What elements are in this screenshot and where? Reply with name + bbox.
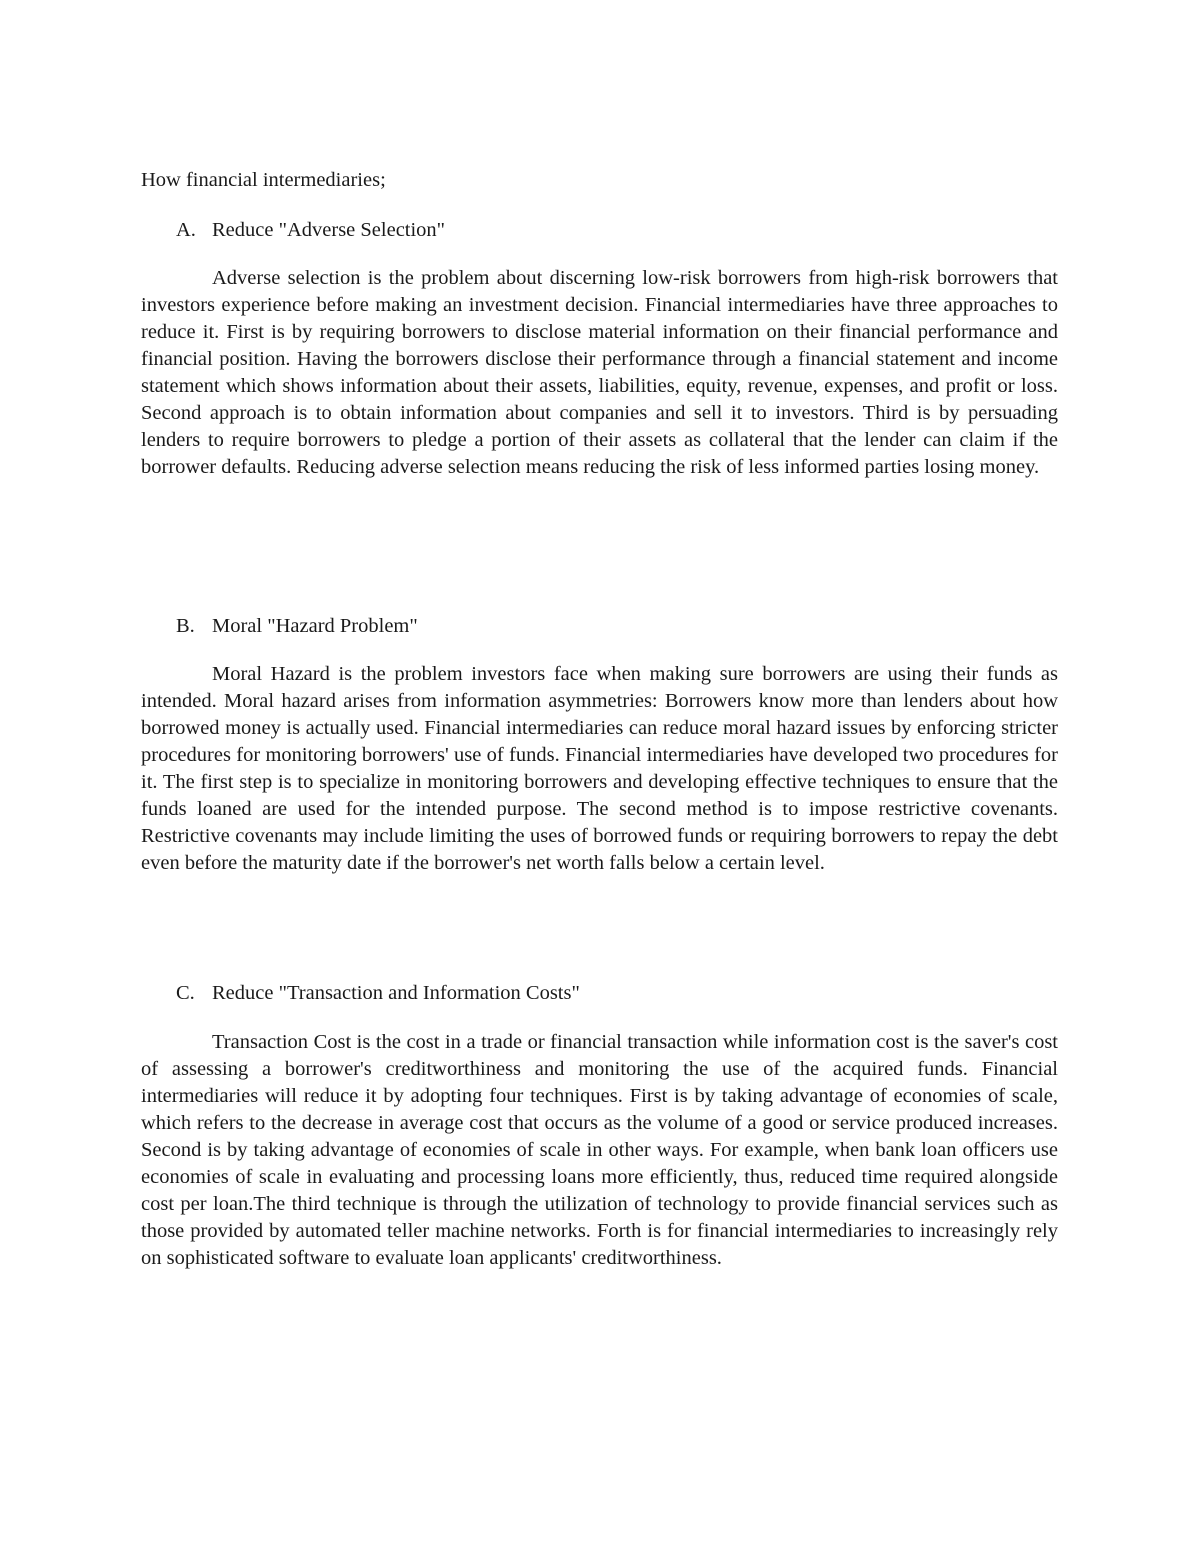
section-a-letter: A. bbox=[176, 219, 196, 241]
section-b-paragraph: Moral Hazard is the problem investors face when making sure borrowers are using their funds as intended. Moral hazard arises from information asymmetries: Borrowers know more than lenders about how borrowed money is actually used. Financial intermediaries can reduce moral hazard issues by enforcing stricter procedures for monitoring borrowers' use of funds. Financial intermediaries have developed two procedures for it. The first step is to specialize in monitoring borrowers and developing effective techniques to ensure that the funds loaned are used for the intended purpose. The second method is to impose restrictive covenants. Restrictive covenants may include limiting the uses of borrowed funds or requiring borrowers to repay the debt even before the maturity date if the borrower's net worth falls below a certain level. bbox=[141, 663, 1058, 874]
section-a-heading bbox=[176, 217, 445, 244]
document-title: How financial intermediaries; bbox=[141, 169, 386, 191]
section-c-paragraph: Transaction Cost is the cost in a trade or financial transaction while information cost is the saver's cost of assessing a borrower's creditworthiness and monitoring the use of the acquired funds. Financial intermediaries will reduce it by adopting four techniques. First is by taking advantage of economies of scale, which refers to the decrease in average cost that occurs as the volume of a good or service produced increases. Second is by taking advantage of economies of scale in other ways. For example, when bank loan officers use economies of scale in evaluating and processing loans more efficiently, thus, reduced time required alongside cost per loan.The third technique is through the utilization of technology to provide financial services such as those provided by automated teller machine networks. Forth is for financial intermediaries to increasingly rely on sophisticated software to evaluate loan applicants' creditworthiness. bbox=[141, 1031, 1058, 1269]
section-c-heading bbox=[176, 980, 580, 1007]
section-c-title: Reduce "Transaction and Information Costs" bbox=[212, 982, 580, 1004]
section-c-letter: C. bbox=[176, 982, 195, 1004]
section-a-title: Reduce "Adverse Selection" bbox=[212, 219, 446, 241]
section-b-heading bbox=[176, 613, 418, 640]
section-a-paragraph: Adverse selection is the problem about discerning low-risk borrowers from high-risk borrowers that investors experience before making an investment decision. Financial intermediaries have three approaches to reduce it. First is by requiring borrowers to disclose material information on their financial performance and financial position. Having the borrowers disclose their performance through a financial statement and income statement which shows information about their assets, liabilities, equity, revenue, expenses, and profit or loss. Second approach is to obtain information about companies and sell it to investors. Third is by persuading lenders to require borrowers to pledge a portion of their assets as collateral that the lender can claim if the borrower defaults. Reducing adverse selection means reducing the risk of less informed parties losing money. bbox=[141, 267, 1058, 478]
section-b-title: Moral "Hazard Problem" bbox=[212, 615, 418, 637]
section-b-letter: B. bbox=[176, 615, 195, 637]
